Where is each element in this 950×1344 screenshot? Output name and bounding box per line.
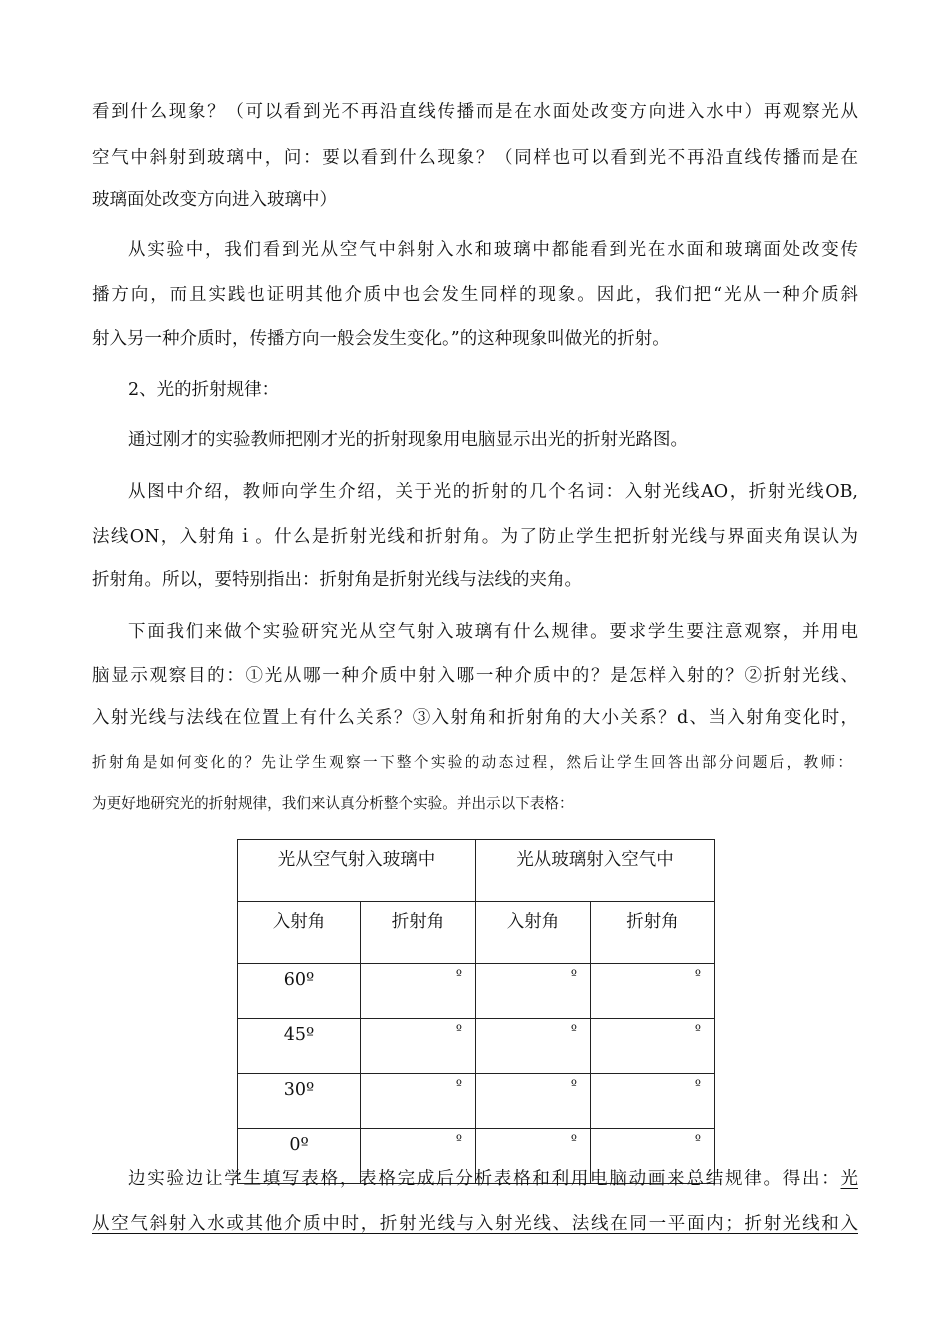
incident-angle-value: 45º xyxy=(283,1025,315,1045)
blank-cell xyxy=(361,964,476,1019)
blank-cell xyxy=(591,1074,715,1129)
blank-cell xyxy=(361,1019,476,1074)
incident-angle-cell xyxy=(238,1019,361,1074)
degree-mark: º xyxy=(455,968,462,983)
degree-mark: º xyxy=(455,1023,462,1038)
incident-angle-value: 60º xyxy=(283,970,315,990)
text-line: 玻璃面处改变方向进入玻璃中） xyxy=(92,190,337,210)
text-line: 为更好地研究光的折射规律，我们来认真分析整个实验。并出示以下表格： xyxy=(92,795,574,812)
text-line: 折射角是如何变化的？先让学生观察一下整个实验的动态过程，然后让学生回答出部分问题后，教师： xyxy=(92,754,852,771)
text-line: 空气中斜射到玻璃中，问：要以看到什么现象？（同样也可以看到光不再沿直线传播而是在 xyxy=(92,148,858,168)
text-line: 看到什么现象？（可以看到光不再沿直线传播而是在水面处改变方向进入水中）再观察光从 xyxy=(92,102,858,122)
degree-mark: º xyxy=(694,1023,701,1038)
underlined-conclusion: 光 xyxy=(840,1169,858,1189)
degree-mark: º xyxy=(694,968,701,983)
col-header-refraction-angle: 折射角 xyxy=(361,902,476,964)
blank-cell xyxy=(476,964,591,1019)
degree-mark: º xyxy=(455,1078,462,1093)
text-line xyxy=(128,1167,858,1191)
text-segment: 边实验边让学生填写表格，表格完成后分析表格和利用电脑动画来总结规律。得出： xyxy=(128,1169,841,1189)
text-line: 下面我们来做个实验研究光从空气射入玻璃有什么规律。要求学生要注意观察，并用电 xyxy=(128,622,858,642)
degree-mark: º xyxy=(570,1023,577,1038)
text-line: 通过刚才的实验教师把刚才光的折射现象用电脑显示出光的折射光路图。 xyxy=(128,430,688,450)
degree-mark: º xyxy=(570,1133,577,1148)
blank-cell xyxy=(591,964,715,1019)
incident-angle-cell xyxy=(238,1074,361,1129)
group-header-air-to-glass: 光从空气射入玻璃中 xyxy=(238,840,476,902)
text-line: 入射光线与法线在位置上有什么关系？③入射角和折射角的大小关系？d、当入射角变化时， xyxy=(92,708,858,728)
table-group-header-row xyxy=(238,840,715,902)
text-line: 脑显示观察目的：①光从哪一种介质中射入哪一种介质中的？是怎样入射的？②折射光线、 xyxy=(92,666,858,686)
text-line: 射入另一种介质时，传播方向一般会发生变化。”的这种现象叫做光的折射。 xyxy=(92,329,670,349)
section-heading: 2、光的折射规律： xyxy=(128,380,280,400)
incident-angle-cell xyxy=(238,964,361,1019)
degree-mark: º xyxy=(694,1133,701,1148)
blank-cell xyxy=(476,1019,591,1074)
text-line: 法线ON，入射角ｉ。什么是折射光线和折射角。为了防止学生把折射光线与界面夹角误认为 xyxy=(92,527,858,547)
group-header-glass-to-air: 光从玻璃射入空气中 xyxy=(476,840,715,902)
text-line: 从图中介绍，教师向学生介绍，关于光的折射的几个名词：入射光线AO，折射光线OB, xyxy=(128,482,858,502)
degree-mark: º xyxy=(455,1133,462,1148)
table-column-header-row xyxy=(238,902,715,964)
blank-cell xyxy=(591,1019,715,1074)
text-line: 从实验中，我们看到光从空气中斜射入水和玻璃中都能看到光在水面和玻璃面处改变传 xyxy=(128,240,858,260)
table-row xyxy=(238,1019,715,1074)
text-line: 折射角。所以，要特别指出：折射角是折射光线与法线的夹角。 xyxy=(92,570,582,590)
underlined-conclusion: 从空气斜射入水或其他介质中时，折射光线与入射光线、法线在同一平面内；折射光线和入 xyxy=(92,1214,858,1234)
blank-cell xyxy=(476,1074,591,1129)
degree-mark: º xyxy=(570,1078,577,1093)
text-line: 播方向，而且实践也证明其他介质中也会发生同样的现象。因此，我们把“光从一种介质斜 xyxy=(92,285,858,305)
degree-mark: º xyxy=(570,968,577,983)
incident-angle-value: 30º xyxy=(283,1080,315,1100)
table-row xyxy=(238,964,715,1019)
refraction-angle-table xyxy=(237,839,715,1184)
col-header-refraction-angle: 折射角 xyxy=(591,902,715,964)
col-header-incident-angle: 入射角 xyxy=(238,902,361,964)
col-header-incident-angle: 入射角 xyxy=(476,902,591,964)
blank-cell xyxy=(361,1074,476,1129)
incident-angle-value: 0º xyxy=(289,1135,309,1155)
table-row xyxy=(238,1074,715,1129)
degree-mark: º xyxy=(694,1078,701,1093)
